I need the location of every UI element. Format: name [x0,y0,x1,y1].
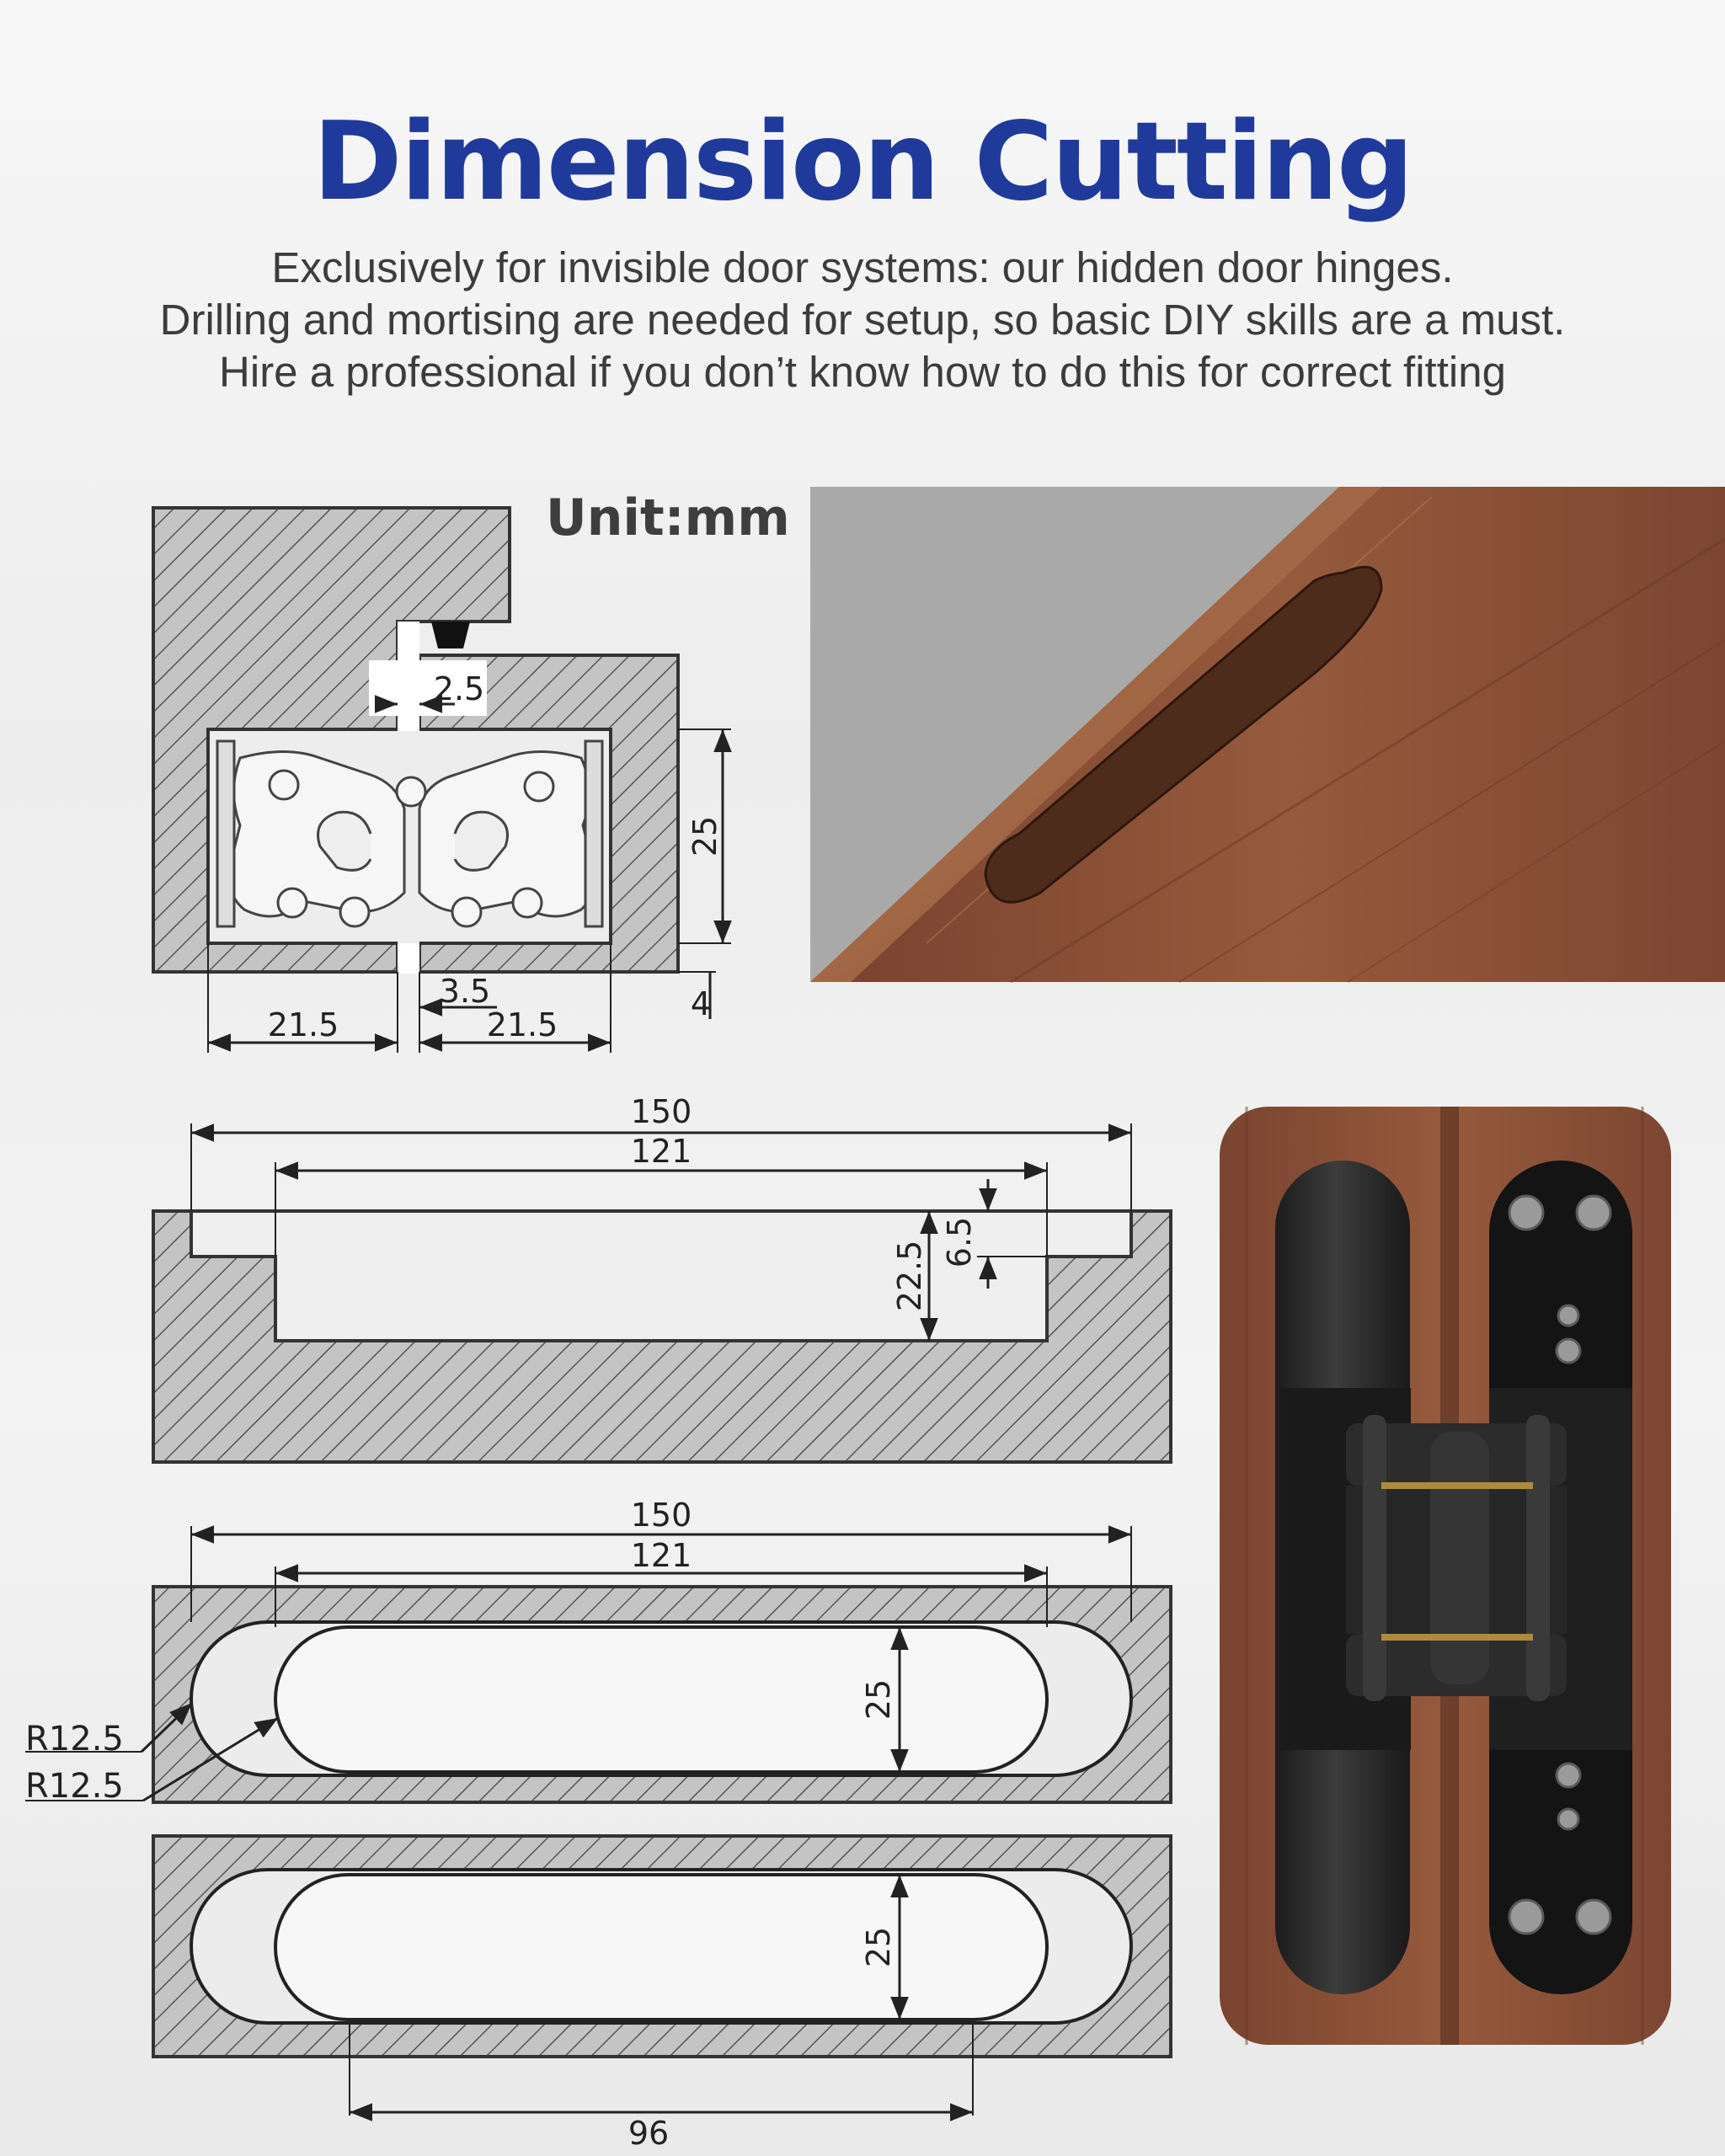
bottom-gap [398,943,419,974]
side-profile-diagram [153,1093,1171,1462]
dim-left-21-5: 21.5 [267,1006,339,1043]
description-line-3: Hire a professional if you don’t know how to do this for correct fitting [219,348,1506,396]
dim-top-overall-150: 150 [630,1497,692,1534]
dim-spacing-96: 96 [628,2115,670,2152]
dim-center-3-5: 3.5 [439,973,491,1010]
dim-side-shallow-6-5: 6.5 [941,1216,978,1268]
dim-top2-width-25: 25 [860,1926,897,1968]
top-view-diagram-1 [25,1497,1171,1806]
mortise-photo [810,487,1725,982]
inner-slot [275,1627,1047,1772]
radius-outer-label: R12.5 [25,1720,124,1758]
dim-top-width-25: 25 [860,1678,897,1721]
dim-side-inner-121: 121 [630,1133,692,1170]
unit-label: Unit:mm [546,488,790,547]
top-view-diagram-2 [153,1836,1171,2152]
dim-side-deep-22-5: 22.5 [891,1240,928,1312]
dim-top-inner-121: 121 [630,1537,692,1574]
description-line-2: Drilling and mortising are needed for setup, so basic DIY skills are a must. [159,296,1566,344]
inner-slot-2 [275,1875,1047,2020]
description-line-1: Exclusively for invisible door systems: our hidden door hinges. [271,243,1454,291]
page-title: Dimension Cutting [312,99,1413,225]
hinge-photo [1220,1107,1671,2045]
dim-side-overall-150: 150 [630,1093,692,1130]
radius-inner-label: R12.5 [25,1767,124,1806]
dim-height-25: 25 [686,815,724,857]
dim-right-21-5: 21.5 [486,1006,558,1043]
dim-bottom-4: 4 [690,985,712,1022]
side-profile-cavity [191,1211,1131,1341]
seal-strip [431,622,470,648]
hinge-knuckle [1346,1415,1567,1701]
cross-section-diagram [153,508,731,1053]
dim-gap-2-5: 2.5 [433,670,485,707]
